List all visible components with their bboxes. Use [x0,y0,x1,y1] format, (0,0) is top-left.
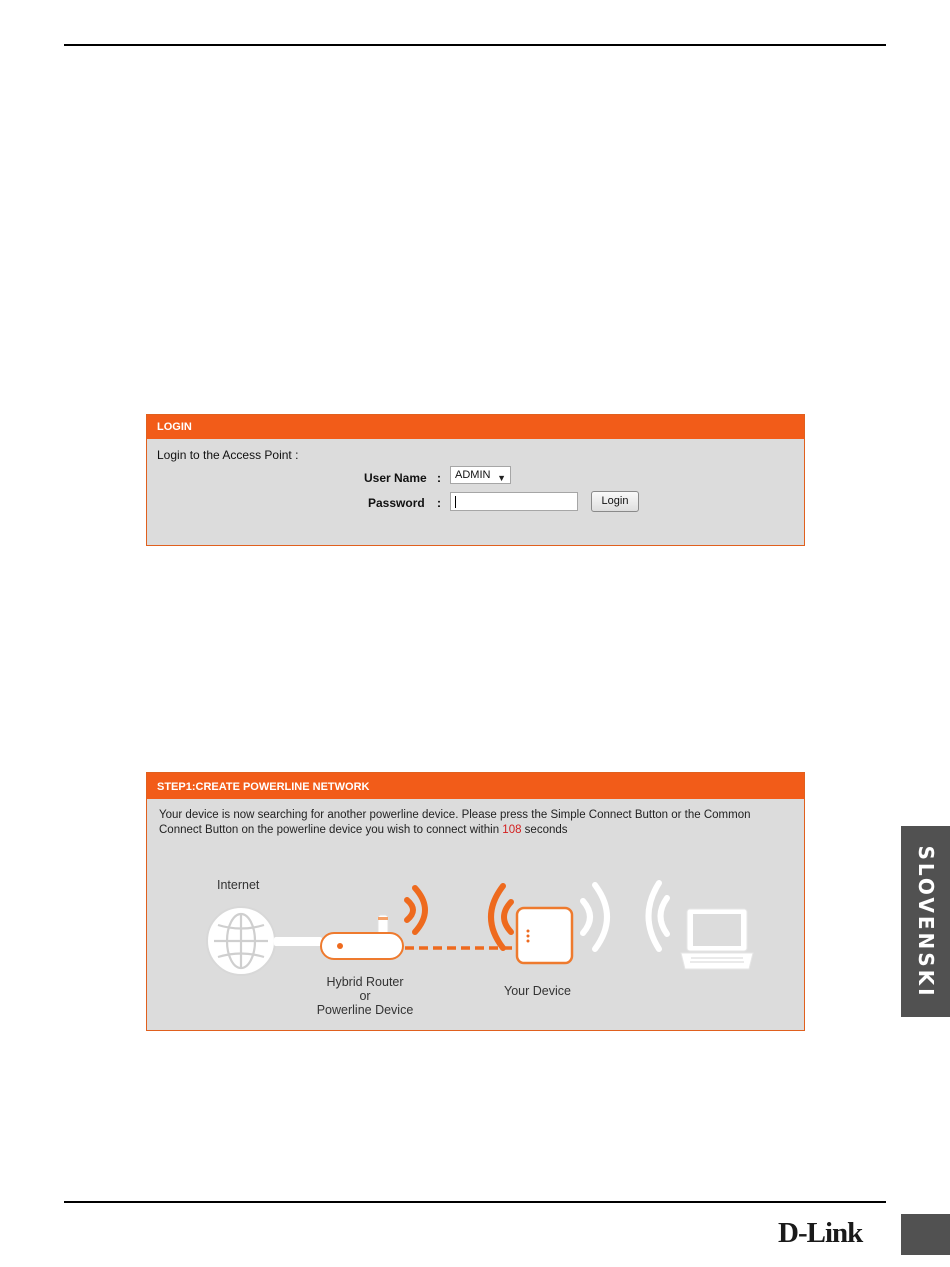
step1-panel [146,772,805,1031]
cable-line [274,937,322,946]
router-label [303,975,427,1017]
step1-text-after: seconds [521,824,568,836]
password-colon: : [437,496,441,510]
device-wifi-right-icon [583,885,607,949]
internet-globe-icon [207,907,275,975]
login-intro: Login to the Access Point : [157,448,299,462]
user-name-colon: : [437,471,441,485]
top-rule [64,44,886,46]
dlink-logo [778,1213,888,1249]
router-label-line2: or [359,989,371,1003]
user-name-label: User Name [364,471,427,485]
chevron-down-icon: ▼ [497,473,506,483]
step1-text-before: Your device is now searching for another powerline device. Please press the Simple Connect Button or the Common Connect Button on the powerline device you wish to connect within [159,809,751,836]
router-label-line1: Hybrid Router [326,975,404,989]
device-label: Your Device [504,984,571,998]
login-panel [146,414,805,546]
step1-header: STEP1:CREATE POWERLINE NETWORK [147,773,804,799]
router-label-line3: Powerline Device [316,1003,414,1017]
router-wifi-icon [407,888,425,932]
network-diagram [147,773,805,1031]
text-caret [455,496,456,508]
laptop-wifi-icon [649,883,668,949]
user-name-value: ADMIN [455,469,491,481]
language-side-tab [901,826,950,1017]
page-number-block [901,1214,950,1255]
password-input[interactable] [450,492,578,511]
countdown-seconds: 108 [502,824,522,836]
login-button[interactable]: Login [591,491,639,512]
svg-text:D-Link: D-Link [778,1217,863,1249]
device-wifi-left-icon [491,886,511,948]
language-tab-label: SLOVENSKI [913,844,938,999]
laptop-icon [681,909,753,969]
user-name-select[interactable] [450,466,511,484]
powerline-device-icon [517,908,572,963]
bottom-rule [64,1201,886,1203]
router-icon [321,915,403,959]
password-label: Password [368,496,425,510]
login-header: LOGIN [147,415,804,439]
internet-label: Internet [217,878,260,892]
